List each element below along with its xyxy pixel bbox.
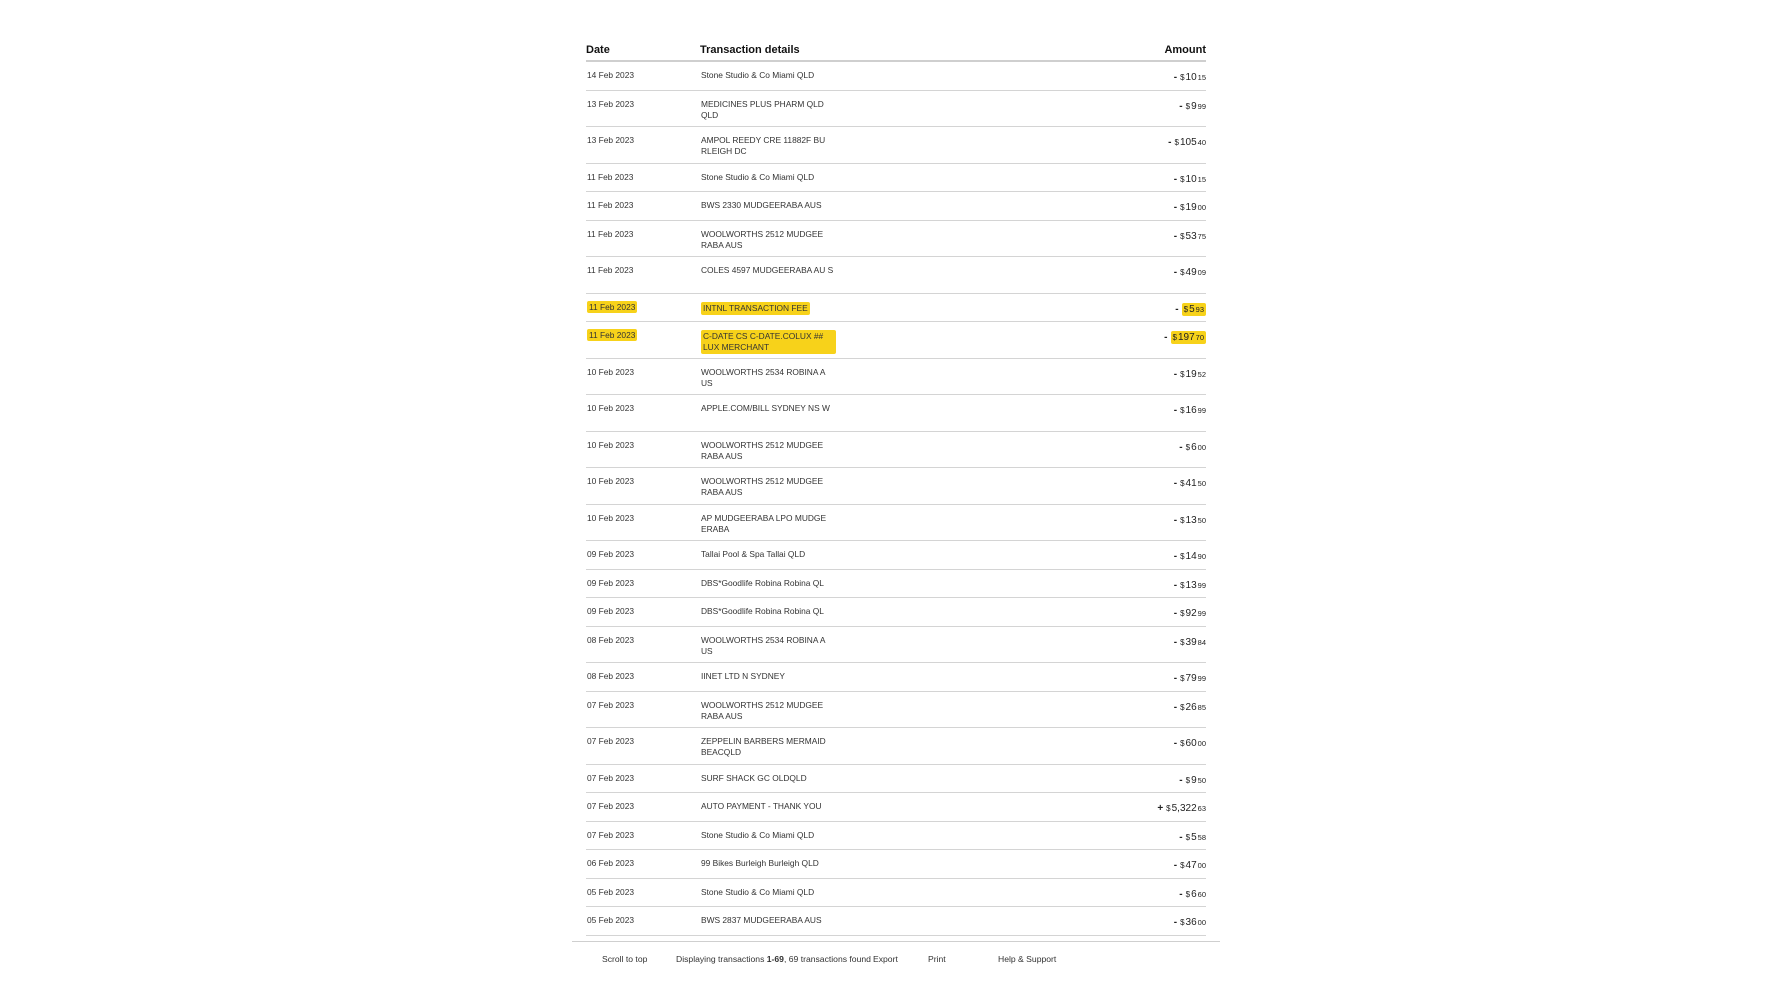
amount-value: - $2685 bbox=[1173, 701, 1206, 713]
transaction-date: 07 Feb 2023 bbox=[587, 829, 635, 840]
transaction-details: 99 Bikes Burleigh Burleigh QLD bbox=[701, 858, 819, 868]
transaction-amount bbox=[836, 765, 1206, 793]
amount-value: - $3984 bbox=[1173, 636, 1206, 648]
transaction-details: AUTO PAYMENT - THANK YOU bbox=[701, 801, 822, 811]
amount-value: - $7999 bbox=[1173, 673, 1206, 684]
transaction-amount bbox=[836, 663, 1206, 691]
transaction-details: IINET LTD N SYDNEY bbox=[701, 671, 785, 681]
transaction-details: BWS 2330 MUDGEERABA AUS bbox=[701, 200, 822, 210]
transaction-details: C-DATE CS C-DATE.COLUX ## LUX MERCHANT bbox=[701, 322, 836, 358]
amount-value: - $1015 bbox=[1173, 173, 1206, 185]
transaction-amount bbox=[836, 793, 1206, 821]
table-row[interactable] bbox=[586, 127, 1206, 164]
table-row[interactable] bbox=[586, 793, 1206, 822]
transaction-details: AP MUDGEERABA LPO MUDGE ERABA bbox=[701, 512, 827, 534]
transaction-details: WOOLWORTHS 2512 MUDGEE RABA AUS bbox=[701, 228, 824, 250]
table-row[interactable] bbox=[586, 627, 1206, 664]
date-column-header: Date bbox=[586, 44, 610, 56]
table-row[interactable] bbox=[586, 692, 1206, 729]
amount-value: - $593 bbox=[1175, 303, 1204, 315]
table-row[interactable] bbox=[586, 907, 1206, 936]
transaction-date: 11 Feb 2023 bbox=[587, 200, 634, 210]
transaction-date: 11 Feb 2023 bbox=[589, 330, 636, 340]
transaction-date: 10 Feb 2023 bbox=[587, 476, 635, 486]
transaction-amount bbox=[836, 468, 1206, 504]
amount-value: - $4700 bbox=[1173, 860, 1206, 871]
table-row[interactable] bbox=[586, 822, 1206, 851]
transaction-details: DBS*Goodlife Robina Robina QL bbox=[701, 606, 824, 616]
help-support-link[interactable]: Help & Support bbox=[998, 954, 1057, 964]
table-row[interactable] bbox=[586, 432, 1206, 469]
transaction-amount bbox=[836, 570, 1206, 598]
transaction-details: SURF SHACK GC OLDQLD bbox=[701, 772, 807, 783]
transaction-date: 09 Feb 2023 bbox=[587, 549, 635, 559]
transaction-date: 07 Feb 2023 bbox=[587, 801, 635, 811]
amount-value: - $1350 bbox=[1173, 514, 1206, 526]
transaction-date: 09 Feb 2023 bbox=[587, 606, 635, 616]
transaction-date: 07 Feb 2023 bbox=[587, 736, 635, 746]
transaction-date: 07 Feb 2023 bbox=[587, 699, 635, 710]
transaction-date: 14 Feb 2023 bbox=[587, 70, 635, 80]
transaction-details: Tallai Pool & Spa Tallai QLD bbox=[701, 549, 806, 559]
transaction-date: 06 Feb 2023 bbox=[587, 858, 635, 868]
transaction-date: 07 Feb 2023 bbox=[587, 772, 635, 783]
transaction-date: 11 Feb 2023 bbox=[587, 171, 634, 182]
table-row[interactable] bbox=[586, 850, 1206, 879]
transaction-details: AMPOL REEDY CRE 11882F BU RLEIGH DC bbox=[701, 135, 826, 156]
table-row[interactable] bbox=[586, 395, 1206, 432]
amount-column-header: Amount bbox=[1164, 44, 1206, 56]
table-row[interactable] bbox=[586, 765, 1206, 794]
transaction-details: Stone Studio & Co Miami QLD bbox=[701, 70, 815, 80]
table-row[interactable] bbox=[586, 541, 1206, 570]
amount-value: - $1952 bbox=[1173, 368, 1206, 380]
transaction-details: WOOLWORTHS 2512 MUDGEE RABA AUS bbox=[701, 439, 824, 461]
print-link[interactable]: Print bbox=[928, 954, 946, 964]
transaction-amount bbox=[836, 395, 1206, 431]
count-range: 1-69 bbox=[766, 954, 784, 964]
transaction-details: Stone Studio & Co Miami QLD bbox=[701, 171, 815, 182]
amount-value: - $1015 bbox=[1173, 72, 1206, 83]
transaction-date: 11 Feb 2023 bbox=[587, 265, 634, 275]
amount-value: - $1699 bbox=[1173, 405, 1206, 416]
amount-value: - $4150 bbox=[1173, 478, 1206, 489]
amount-value: - $558 bbox=[1179, 831, 1206, 843]
transaction-details: INTNL TRANSACTION FEE bbox=[703, 302, 808, 313]
transaction-amount bbox=[836, 692, 1206, 728]
table-row[interactable] bbox=[586, 62, 1206, 91]
transaction-date: 10 Feb 2023 bbox=[587, 403, 635, 413]
table-row[interactable] bbox=[586, 257, 1206, 294]
table-header bbox=[586, 34, 1206, 62]
amount-value: - $660 bbox=[1179, 888, 1206, 900]
transaction-date: 05 Feb 2023 bbox=[587, 886, 635, 897]
amount-value: - $1900 bbox=[1173, 202, 1206, 213]
transaction-date: 10 Feb 2023 bbox=[587, 366, 635, 377]
amount-value: - $5375 bbox=[1173, 230, 1206, 242]
transaction-amount bbox=[836, 505, 1206, 541]
transaction-date: 11 Feb 2023 bbox=[587, 228, 634, 239]
transaction-details: WOOLWORTHS 2512 MUDGEE RABA AUS bbox=[701, 699, 824, 721]
transaction-date: 10 Feb 2023 bbox=[587, 439, 635, 450]
transaction-date: 10 Feb 2023 bbox=[587, 512, 635, 523]
transaction-amount bbox=[836, 294, 1206, 322]
amount-value: - $9299 bbox=[1173, 608, 1206, 619]
transaction-date: 13 Feb 2023 bbox=[587, 98, 635, 109]
scroll-to-top-link[interactable]: Scroll to top bbox=[602, 954, 648, 964]
table-row[interactable] bbox=[586, 164, 1206, 193]
transaction-details: Stone Studio & Co Miami QLD bbox=[701, 886, 815, 897]
transaction-amount bbox=[836, 432, 1206, 468]
transaction-amount bbox=[836, 164, 1206, 192]
transaction-details: MEDICINES PLUS PHARM QLD QLD bbox=[701, 98, 824, 120]
transactions-count-text bbox=[676, 954, 871, 964]
table-row[interactable] bbox=[586, 570, 1206, 599]
count-suffix: , 69 transactions found bbox=[783, 954, 871, 964]
footer-bar bbox=[572, 941, 1220, 972]
table-row[interactable] bbox=[586, 505, 1206, 542]
amount-value: - $3600 bbox=[1173, 917, 1206, 928]
transaction-details: COLES 4597 MUDGEERABA AU S bbox=[701, 265, 834, 275]
table-row[interactable] bbox=[586, 359, 1206, 396]
amount-value: - $999 bbox=[1179, 100, 1206, 112]
table-row[interactable] bbox=[586, 322, 1206, 359]
transaction-amount bbox=[836, 907, 1206, 935]
amount-value: - $600 bbox=[1179, 441, 1206, 453]
transaction-amount bbox=[836, 822, 1206, 850]
table-row[interactable] bbox=[586, 598, 1206, 627]
transaction-date: 11 Feb 2023 bbox=[589, 301, 636, 312]
table-row[interactable] bbox=[586, 221, 1206, 258]
details-column-header: Transaction details bbox=[700, 44, 800, 56]
transaction-amount bbox=[836, 62, 1206, 90]
transaction-date: 08 Feb 2023 bbox=[587, 634, 635, 645]
transaction-amount bbox=[836, 257, 1206, 293]
transaction-details: ZEPPELIN BARBERS MERMAID BEACQLD bbox=[701, 736, 826, 757]
transaction-details: WOOLWORTHS 2534 ROBINA A US bbox=[701, 634, 825, 656]
transaction-amount bbox=[836, 127, 1206, 163]
transaction-date: 05 Feb 2023 bbox=[587, 915, 635, 925]
transaction-amount bbox=[836, 541, 1206, 569]
transaction-amount bbox=[836, 728, 1206, 764]
transaction-amount bbox=[836, 322, 1206, 358]
table-row[interactable] bbox=[586, 663, 1206, 692]
transaction-amount bbox=[836, 627, 1206, 663]
transaction-details: DBS*Goodlife Robina Robina QL bbox=[701, 577, 824, 588]
transaction-amount bbox=[836, 221, 1206, 257]
count-prefix: Displaying transactions bbox=[676, 954, 767, 964]
transaction-date: 09 Feb 2023 bbox=[587, 577, 635, 588]
transaction-date: 08 Feb 2023 bbox=[587, 671, 635, 681]
amount-value: - $4909 bbox=[1173, 267, 1206, 278]
table-row[interactable] bbox=[586, 192, 1206, 221]
amount-value: - $1490 bbox=[1173, 551, 1206, 562]
amount-value: - $1399 bbox=[1173, 579, 1206, 591]
export-link[interactable]: Export bbox=[873, 954, 898, 964]
amount-value: - $10540 bbox=[1168, 137, 1206, 148]
amount-value: + $5,32263 bbox=[1157, 803, 1206, 814]
table-row[interactable] bbox=[586, 91, 1206, 128]
transaction-amount bbox=[836, 879, 1206, 907]
amount-value: - $6000 bbox=[1173, 738, 1206, 749]
transaction-amount bbox=[836, 192, 1206, 220]
transaction-date: 13 Feb 2023 bbox=[587, 135, 635, 145]
transaction-details: Stone Studio & Co Miami QLD bbox=[701, 829, 815, 840]
transaction-amount bbox=[836, 850, 1206, 878]
transaction-details: BWS 2837 MUDGEERABA AUS bbox=[701, 915, 822, 925]
table-row[interactable] bbox=[586, 728, 1206, 765]
transaction-amount bbox=[836, 359, 1206, 395]
table-row[interactable] bbox=[586, 468, 1206, 505]
table-row[interactable] bbox=[586, 294, 1206, 323]
transaction-table bbox=[586, 34, 1206, 936]
transaction-details: WOOLWORTHS 2512 MUDGEE RABA AUS bbox=[701, 476, 824, 497]
transaction-amount bbox=[836, 598, 1206, 626]
transaction-details: APPLE.COM/BILL SYDNEY NS W bbox=[701, 403, 830, 413]
transaction-details: WOOLWORTHS 2534 ROBINA A US bbox=[701, 366, 825, 388]
table-row[interactable] bbox=[586, 879, 1206, 908]
amount-value: - $950 bbox=[1179, 774, 1206, 786]
amount-value: - $19770 bbox=[1164, 332, 1204, 343]
transaction-amount bbox=[836, 91, 1206, 127]
transaction-list bbox=[586, 62, 1206, 936]
